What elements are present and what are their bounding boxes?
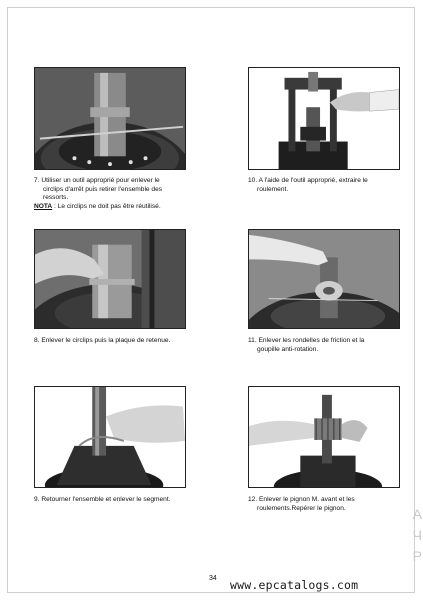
caption-step-7 [34, 177, 186, 211]
step-number: 12. [248, 496, 258, 503]
watermark-link[interactable]: www.epcatalogs.com [230, 578, 359, 592]
step-note [34, 203, 186, 212]
pinion-bearing-photo-icon [249, 387, 399, 487]
note-text: : Le circlips ne doit pas être réutilisé. [52, 202, 161, 210]
step-text-line: roulement. [257, 185, 289, 193]
step-text-line: ressorts. [43, 194, 69, 202]
step-number: 8. [34, 337, 40, 344]
edge-glyph: A [412, 506, 422, 522]
step-text-line: circlips d'arrêt puis retirer l'ensemble des [43, 185, 163, 193]
step-text-line: A l'aide de l'outil approprié, extraire le [258, 177, 368, 184]
caption-step-12 [248, 496, 400, 513]
step-text-line: Enlever le pignon M. avant et les [259, 496, 355, 503]
photo-step-10 [248, 67, 400, 170]
step-number: 7. [34, 177, 40, 184]
assembly-segment-photo-icon [35, 387, 185, 487]
step-text-line: Enlever le circlips puis la plaque de retenue. [41, 337, 171, 344]
step-text-line: goupille anti-rotation. [257, 345, 319, 353]
caption-step-10 [248, 177, 400, 194]
friction-washer-pin-photo-icon [249, 230, 399, 328]
step-text-line: Retourner l'ensemble et enlever le segment. [41, 496, 171, 503]
clutch-drum-circlip-photo-icon [35, 68, 185, 169]
step-number: 9. [34, 496, 40, 503]
note-label: NOTA [34, 202, 53, 210]
photo-step-8 [34, 229, 186, 329]
step-number: 10. [248, 177, 258, 184]
step-text-line: Enlever les rondelles de friction et la [258, 337, 365, 344]
edge-glyph: Ч [412, 527, 422, 543]
caption-step-8 [34, 337, 186, 346]
caption-step-9 [34, 496, 186, 505]
photo-step-12 [248, 386, 400, 488]
circlip-retainer-plate-photo-icon [35, 230, 185, 328]
photo-step-9 [34, 386, 186, 488]
step-text-line: Utiliser un outil approprié pour enlever le [41, 177, 160, 184]
step-text-line: roulements.Repérer le pignon. [257, 504, 346, 512]
photo-step-7 [34, 67, 186, 170]
page-number: 34 [209, 575, 217, 582]
caption-step-11 [248, 337, 400, 354]
photo-step-11 [248, 229, 400, 329]
step-number: 11. [248, 337, 257, 344]
edge-glyph: Р [412, 548, 422, 564]
bearing-puller-press-photo-icon [249, 68, 399, 169]
